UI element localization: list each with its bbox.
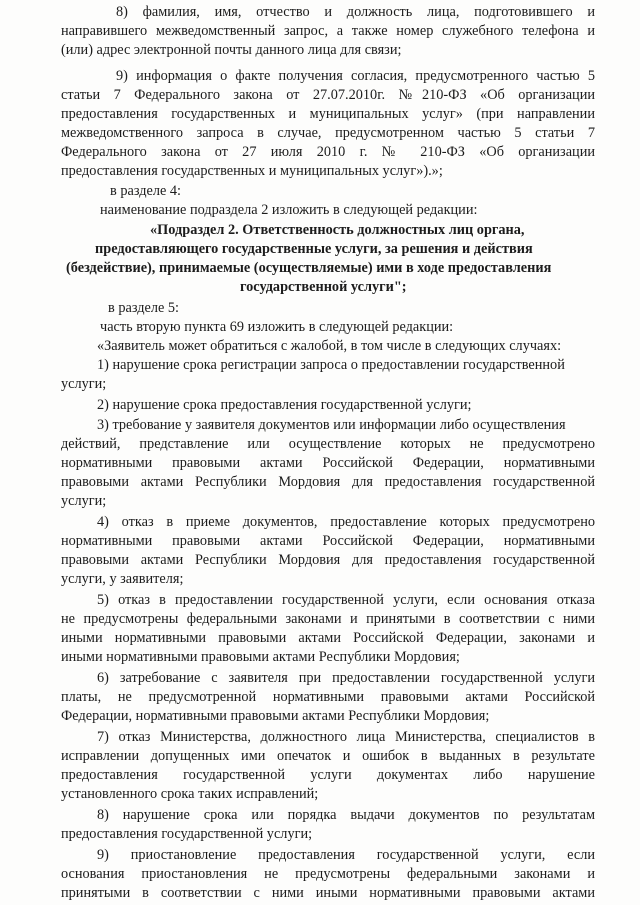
paragraph-line: основания приостановления не предусмотрены федеральными законами и xyxy=(61,866,595,882)
paragraph-line: 4) отказ в приеме документов, предоставление которых предусмотрено xyxy=(97,514,595,530)
subsection-heading-line: государственной услуги"; xyxy=(240,279,407,295)
paragraph-line: иными нормативными правовыми актами Республики Мордовия; xyxy=(61,649,460,665)
paragraph-line: услуги, у заявителя; xyxy=(61,571,184,587)
paragraph-line: 9) информация о факте получения согласия, предусмотренного частью 5 xyxy=(116,68,595,84)
paragraph-line: правовыми актами Республики Мордовия для предоставления государственной xyxy=(61,552,595,568)
paragraph-line: 3) требование у заявителя документов или информации либо осуществления xyxy=(97,417,566,433)
paragraph-line: в разделе 5: xyxy=(108,300,180,316)
paragraph-line: услуги; xyxy=(61,376,107,392)
paragraph-line: межведомственного запроса в случае, предусмотренном частью 5 статьи 7 xyxy=(61,125,595,141)
paragraph-line: 8) фамилия, имя, отчество и должность лица, подготовившего и xyxy=(116,4,595,20)
paragraph-line: 1) нарушение срока регистрации запроса о предоставлении государственной xyxy=(97,357,565,373)
paragraph-line: предоставления государственной услуги документах либо нарушение xyxy=(61,767,595,783)
paragraph-line: 9) приостановление предоставления государственной услуги, если xyxy=(97,847,595,863)
paragraph-line: правовыми актами Республики Мордовия для предоставления государственной xyxy=(61,474,595,490)
paragraph-line: иными нормативными правовыми актами Российской Федерации, законами и xyxy=(61,630,595,646)
paragraph-line: не предусмотрены федеральными законами и принятыми в соответствии с ними xyxy=(61,611,595,627)
paragraph-line: наименование подраздела 2 изложить в следующей редакции: xyxy=(100,202,478,218)
paragraph-line: платы, не предусмотренной нормативными правовыми актами Российской xyxy=(61,689,595,705)
paragraph-line: Федерации, нормативными правовыми актами Республики Мордовия; xyxy=(61,708,490,724)
paragraph-line: часть вторую пункта 69 изложить в следующей редакции: xyxy=(100,319,454,335)
paragraph-line: в разделе 4: xyxy=(110,183,182,199)
paragraph-line: исправлении допущенных ими опечаток и ошибок в выданных в результате xyxy=(61,748,595,764)
paragraph-line: 8) нарушение срока или порядка выдачи документов по результатам xyxy=(97,807,595,823)
paragraph-line: 2) нарушение срока предоставления государственной услуги; xyxy=(97,397,472,413)
subsection-heading-line: (бездействие), принимаемые (осуществляемые) ими в ходе предоставления xyxy=(66,260,552,276)
paragraph-line: Федерального закона от 27 июля 2010 г. № 210-ФЗ «Об организации xyxy=(61,144,595,160)
paragraph-line: предоставления государственных и муниципальных услуг»).»; xyxy=(61,163,443,179)
subsection-heading-line: «Подраздел 2. Ответственность должностных лиц органа, xyxy=(150,222,525,238)
paragraph-line: предоставления государственной услуги; xyxy=(61,826,313,842)
paragraph-line: установленного срока таких исправлений; xyxy=(61,786,319,802)
paragraph-line: нормативными правовыми актами Российской Федерации, нормативными xyxy=(61,455,595,471)
paragraph-line: статьи 7 Федерального закона от 27.07.2010г. №210-ФЗ «Об организации xyxy=(61,87,595,103)
paragraph-line: направившего межведомственный запрос, а также номер служебного телефона и xyxy=(61,23,595,39)
paragraph-line: 7) отказ Министерства, должностного лица Министерства, специалистов в xyxy=(97,729,595,745)
paragraph-line: (или) адрес электронной почты данного лица для связи; xyxy=(61,42,402,58)
paragraph-line: принятыми в соответствии с ними иными нормативными правовыми актами xyxy=(61,885,595,901)
paragraph-line: 6) затребование с заявителя при предоставлении государственной услуги xyxy=(97,670,595,686)
paragraph-line: нормативными правовыми актами Российской Федерации, нормативными xyxy=(61,533,595,549)
paragraph-line: «Заявитель может обратиться с жалобой, в том числе в следующих случаях: xyxy=(97,338,562,354)
paragraph-line: 5) отказ в предоставлении государственной услуги, если основания отказа xyxy=(97,592,595,608)
paragraph-line: услуги; xyxy=(61,493,107,509)
subsection-heading-line: предоставляющего государственные услуги, за решения и действия xyxy=(95,241,533,257)
paragraph-line: действий, представление или осуществление которых не предусмотрено xyxy=(61,436,595,452)
paragraph-line: предоставления государственных и муниципальных услуг» (при направлении xyxy=(61,106,595,122)
